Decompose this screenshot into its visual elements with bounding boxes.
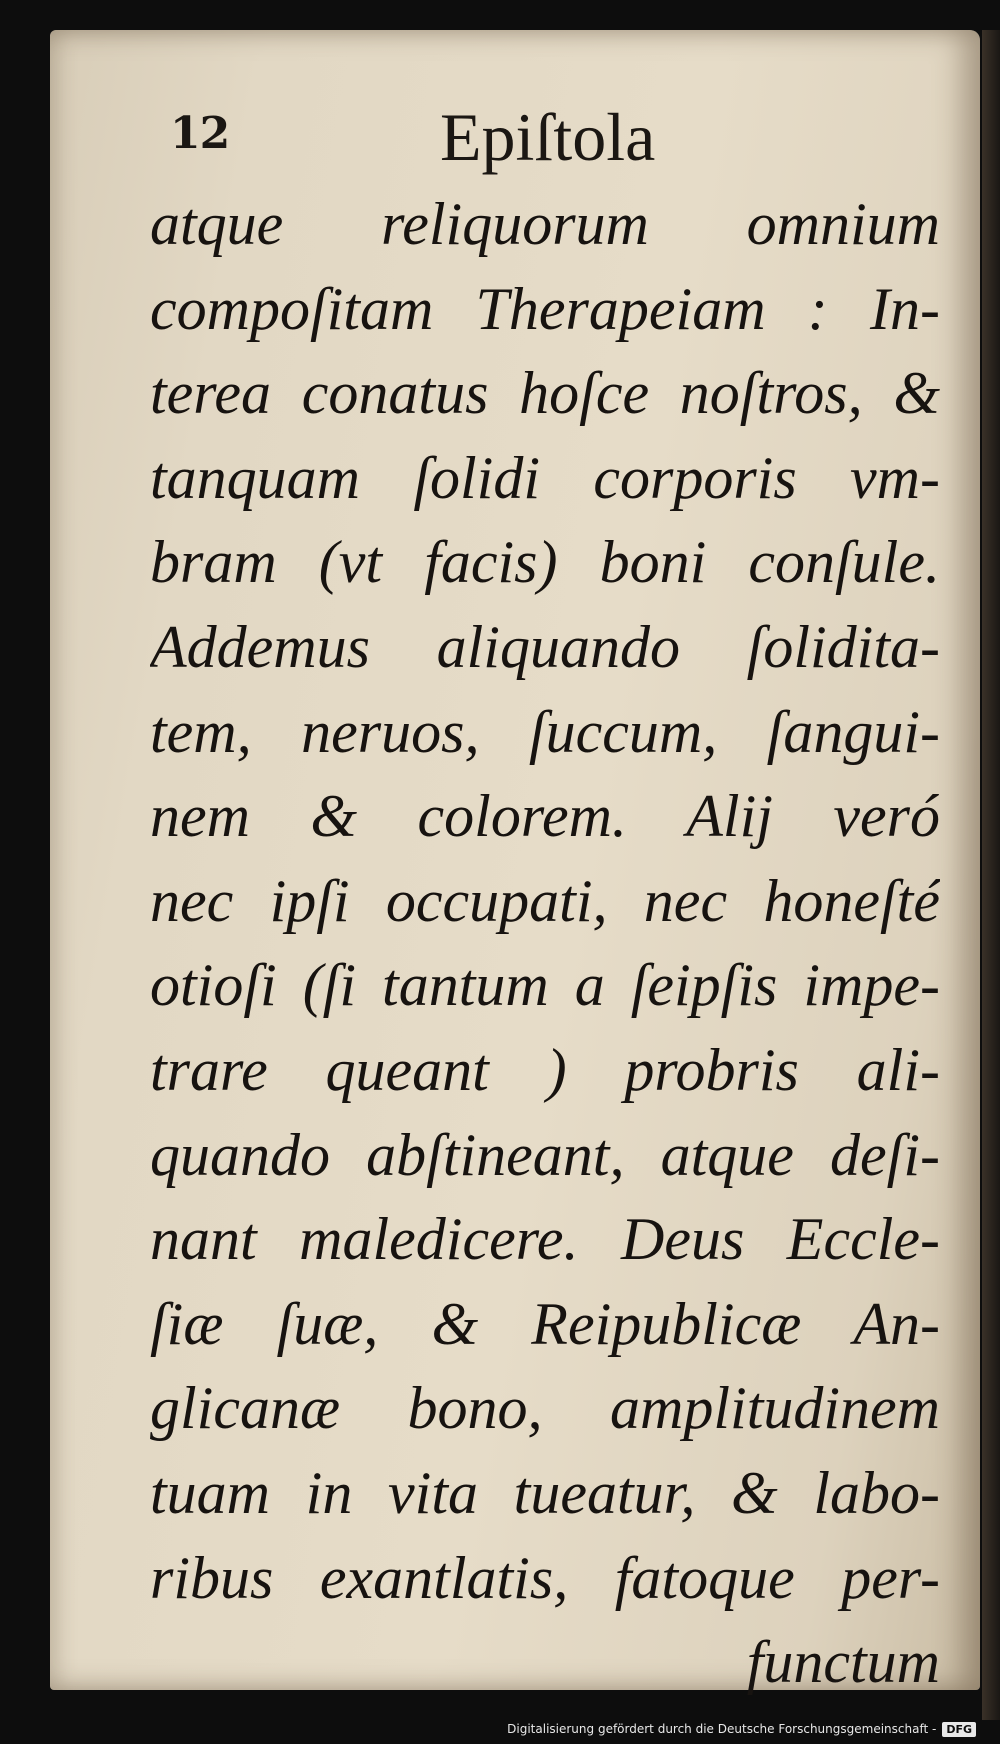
text-line: otioſi (ſi tantum a ſeipſis impe- <box>150 952 940 1019</box>
text-line: tanquam ſolidi corporis vm- <box>150 444 940 511</box>
book-page <box>50 30 980 1696</box>
text-line: tuam in vita tueatur, & labo- <box>150 1459 940 1526</box>
text-line: glicanæ bono, amplitudinem <box>150 1375 940 1442</box>
text-line: bram (vt facis) boni conſule. <box>150 529 940 596</box>
page-number: 12 <box>170 108 230 159</box>
text-line: Addemus aliquando ſolidita- <box>150 613 940 680</box>
text-line: atque reliquorum omnium <box>150 191 940 257</box>
text-line: ſiæ ſuæ, & Reipublicæ An- <box>150 1290 940 1357</box>
dfg-logo-icon: DFG <box>942 1722 976 1737</box>
body-text <box>150 182 940 1705</box>
digitization-credit <box>507 1716 976 1742</box>
text-line: nant maledicere. Deus Eccle- <box>150 1206 940 1273</box>
credit-text: Digitalisierung gefördert durch die Deutsche Forschungsgemeinschaft - <box>507 1722 937 1736</box>
text-line: nec ipſi occupati, nec honeſté <box>150 867 940 934</box>
running-head-title: Epiſtola <box>440 99 656 175</box>
text-line: compoſitam Therapeiam : In- <box>150 275 940 342</box>
running-head <box>50 80 980 180</box>
text-line: tem, neruos, ſuccum, ſangui- <box>150 698 940 765</box>
text-line: ribus exantlatis, fatoque per- <box>150 1544 940 1611</box>
text-line: nem & colorem. Alij veró <box>150 783 940 850</box>
catchword: functum <box>746 1629 940 1696</box>
page-edge-shadow <box>982 30 1000 1720</box>
text-line: terea conatus hoſce noſtros, & <box>150 360 940 427</box>
text-line: quando abſtineant, atque deſi- <box>150 1121 940 1188</box>
text-line: trare queant ) probris ali- <box>150 1036 940 1103</box>
